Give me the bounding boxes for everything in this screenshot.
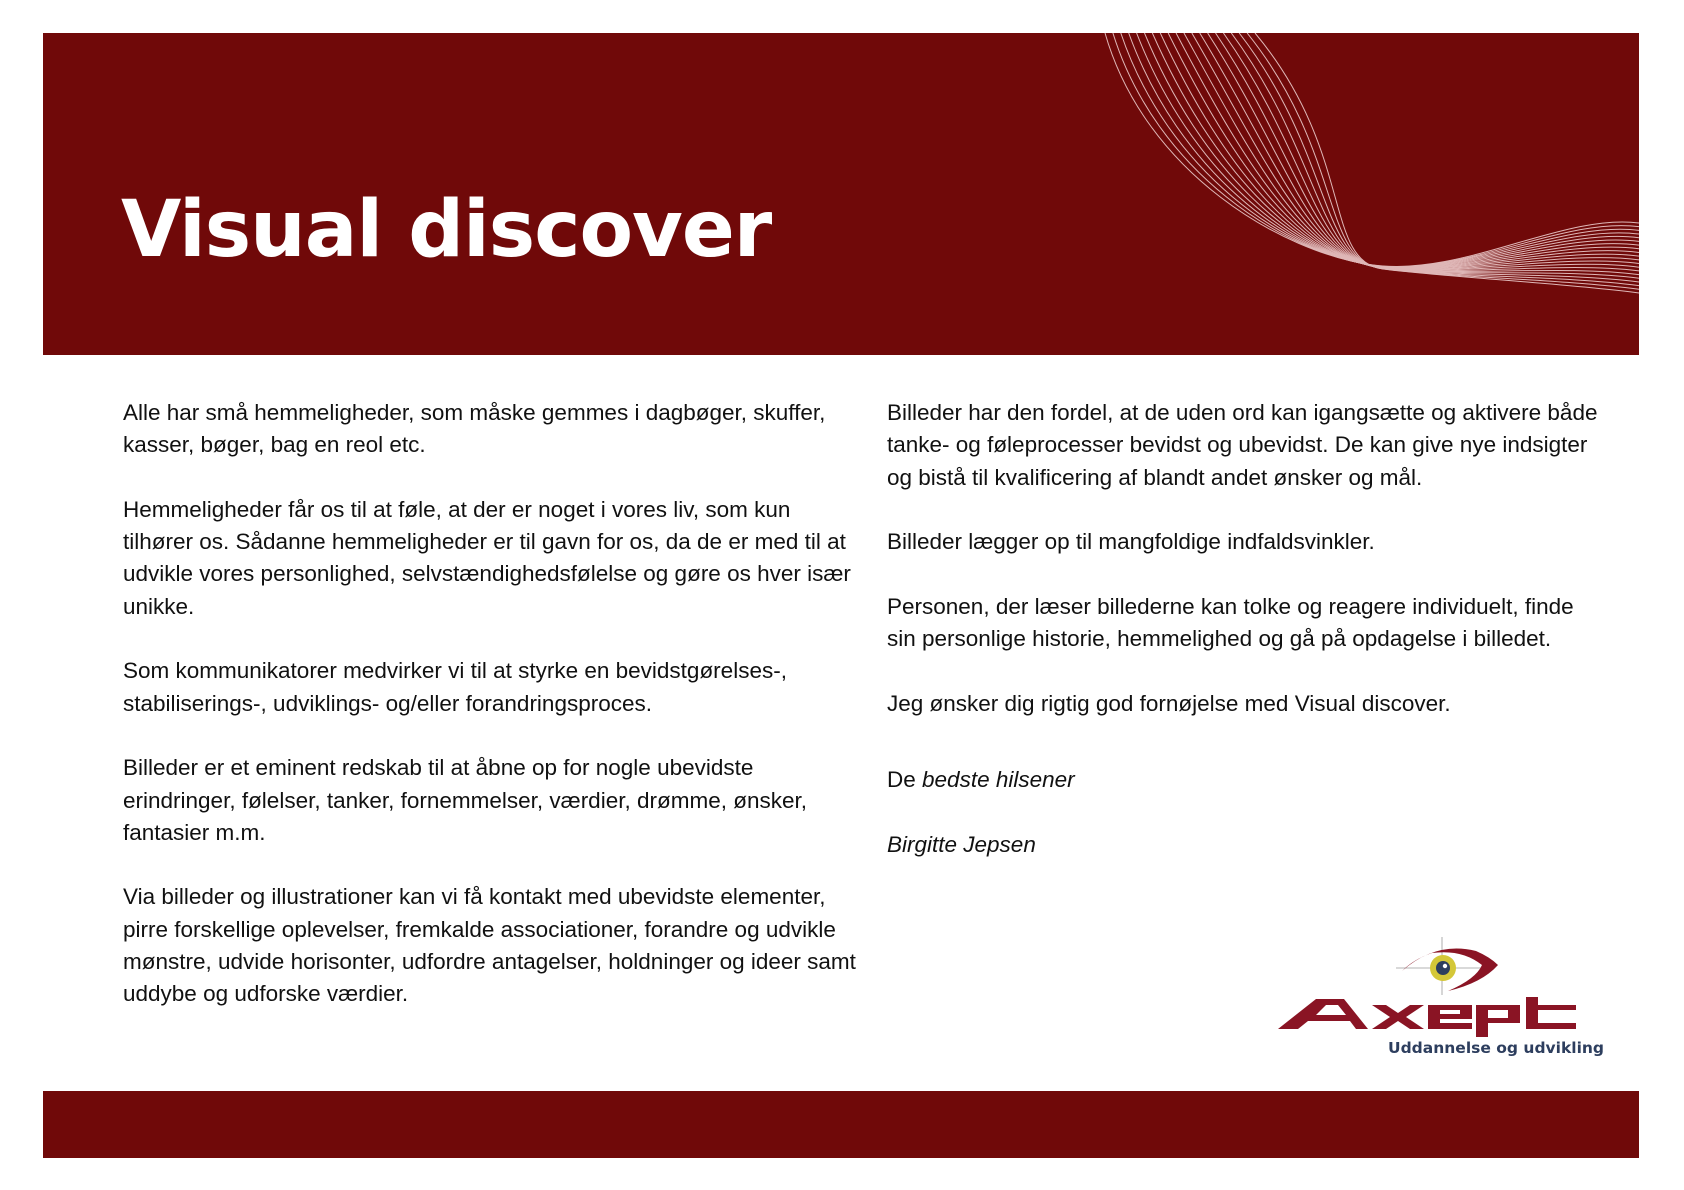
greeting-prefix: De xyxy=(887,766,916,792)
greeting-italic: bedste hilsener xyxy=(922,766,1075,792)
eye-crosshair-icon xyxy=(1276,935,1606,1040)
paragraph: Billeder lægger op til mangfoldige indfaldsvinkler. xyxy=(887,529,1375,555)
logo-tagline: Uddannelse og udvikling xyxy=(1388,1039,1605,1057)
left-column xyxy=(123,397,863,1043)
footer-bar xyxy=(43,1091,1639,1158)
paragraph: Personen, der læser billederne kan tolke og reagere individuelt, finde sin personlige historie, hemmelighed og gå på opdagelse i billedet. xyxy=(887,593,1574,652)
paragraph: Hemmeligheder får os til at føle, at der er noget i vores liv, som kun tilhører os. Sådanne hemmeligheder er til gavn for os, da de er med til at udvikle vores personlighed, selvstændighedsfølelse og gøre os hver især unikke. xyxy=(123,496,851,619)
right-column xyxy=(887,397,1607,893)
closing-greeting xyxy=(887,764,1607,796)
signature: Birgitte Jepsen xyxy=(887,831,1036,857)
paragraph: Billeder har den fordel, at de uden ord kan igangsætte og aktivere både tanke- og føleprocesser bevidst og ubevidst. De kan give nye indsigter og bistå til kvalificering af blandt andet ønsker og mål. xyxy=(887,400,1598,490)
page-title: Visual discover xyxy=(121,185,772,275)
paragraph: Som kommunikatorer medvirker vi til at styrke en bevidstgørelses-, stabiliserings-, udviklings- og/eller forandringsproces. xyxy=(123,658,787,716)
paragraph: Jeg ønsker dig rigtig god fornøjelse med Visual discover. xyxy=(887,690,1451,716)
paragraph: Via billeder og illustrationer kan vi få kontakt med ubevidste elementer, pirre forskellige oplevelser, fremkalde associationer, forandre og udvikle mønstre, udvide horisonter, udfordre antagelser, holdninger og ideer samt uddybe og udforske værdier. xyxy=(123,884,856,1007)
header-banner xyxy=(43,33,1639,355)
paragraph: Alle har små hemmeligheder, som måske gemmes i dagbøger, skuffer, kasser, bøger, bag en reol etc. xyxy=(123,400,826,458)
paragraph: Billeder er et eminent redskab til at åbne op for nogle ubevidste erindringer, følelser, tanker, fornemmelser, værdier, drømme, ønsker, fantasier m.m. xyxy=(123,755,807,845)
axept-logo xyxy=(1276,935,1606,1065)
